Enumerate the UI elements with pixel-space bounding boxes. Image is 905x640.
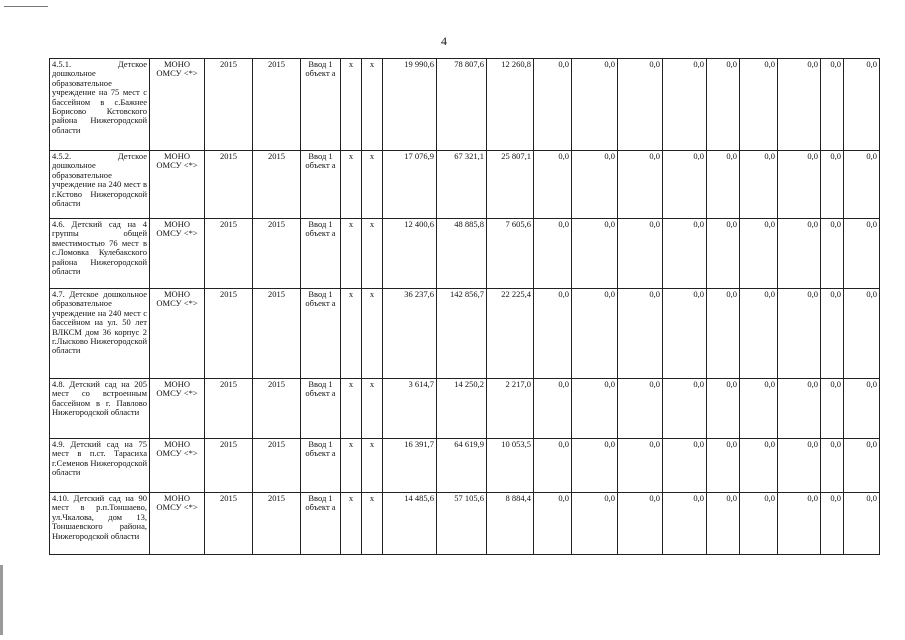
- zero-value-cell: 0,0: [572, 219, 618, 289]
- executor-cell: МОНО ОМСУ <*>: [150, 493, 205, 555]
- end-year-cell: 2015: [253, 439, 301, 493]
- value-cell: 10 053,5: [487, 439, 534, 493]
- object-name-cell: 4.9. Детский сад на 75 мест в п.ст. Тарасиха г.Семенов Нижегородской области: [50, 439, 150, 493]
- zero-value-cell: 0,0: [821, 379, 844, 439]
- zero-value-cell: 0,0: [618, 59, 663, 151]
- end-year-cell: 2015: [253, 151, 301, 219]
- x-mark-cell: х: [362, 379, 383, 439]
- end-year-cell: 2015: [253, 379, 301, 439]
- object-name-cell: 4.5.2. Детское дошкольное образовательное учреждение на 240 мест в г.Кстово Нижегородской области: [50, 151, 150, 219]
- x-mark-cell: х: [341, 219, 362, 289]
- zero-value-cell: 0,0: [618, 151, 663, 219]
- x-mark-cell: х: [362, 439, 383, 493]
- x-mark-cell: х: [362, 59, 383, 151]
- value-cell: 64 619,9: [437, 439, 487, 493]
- value-cell: 7 605,6: [487, 219, 534, 289]
- executor-cell: МОНО ОМСУ <*>: [150, 151, 205, 219]
- page-number: 4: [441, 34, 447, 48]
- zero-value-cell: 0,0: [821, 219, 844, 289]
- zero-value-cell: 0,0: [707, 493, 740, 555]
- start-year-cell: 2015: [205, 379, 253, 439]
- result-cell: Ввод 1 объект а: [301, 379, 341, 439]
- zero-value-cell: 0,0: [618, 379, 663, 439]
- table-row: [50, 219, 880, 289]
- zero-value-cell: 0,0: [534, 289, 572, 379]
- end-year-cell: 2015: [253, 219, 301, 289]
- zero-value-cell: 0,0: [618, 439, 663, 493]
- executor-cell: МОНО ОМСУ <*>: [150, 289, 205, 379]
- x-mark-cell: х: [341, 379, 362, 439]
- zero-value-cell: 0,0: [534, 493, 572, 555]
- zero-value-cell: 0,0: [572, 59, 618, 151]
- zero-value-cell: 0,0: [618, 493, 663, 555]
- zero-value-cell: 0,0: [740, 289, 778, 379]
- table-row: [50, 151, 880, 219]
- zero-value-cell: 0,0: [663, 151, 707, 219]
- zero-value-cell: 0,0: [572, 439, 618, 493]
- table-row: [50, 439, 880, 493]
- zero-value-cell: 0,0: [572, 493, 618, 555]
- zero-value-cell: 0,0: [707, 439, 740, 493]
- zero-value-cell: 0,0: [740, 493, 778, 555]
- zero-value-cell: 0,0: [844, 289, 880, 379]
- zero-value-cell: 0,0: [821, 151, 844, 219]
- value-cell: 22 225,4: [487, 289, 534, 379]
- start-year-cell: 2015: [205, 289, 253, 379]
- zero-value-cell: 0,0: [740, 379, 778, 439]
- executor-cell: МОНО ОМСУ <*>: [150, 219, 205, 289]
- zero-value-cell: 0,0: [821, 493, 844, 555]
- zero-value-cell: 0,0: [534, 439, 572, 493]
- value-cell: 8 884,4: [487, 493, 534, 555]
- x-mark-cell: х: [362, 151, 383, 219]
- table-body: [50, 59, 880, 555]
- scan-edge-mark: [0, 565, 3, 635]
- table-row: [50, 289, 880, 379]
- table-row: [50, 379, 880, 439]
- zero-value-cell: 0,0: [534, 379, 572, 439]
- zero-value-cell: 0,0: [534, 219, 572, 289]
- result-cell: Ввод 1 объект а: [301, 151, 341, 219]
- executor-cell: МОНО ОМСУ <*>: [150, 379, 205, 439]
- zero-value-cell: 0,0: [740, 151, 778, 219]
- zero-value-cell: 0,0: [821, 439, 844, 493]
- x-mark-cell: х: [341, 59, 362, 151]
- program-table: [49, 58, 880, 555]
- executor-cell: МОНО ОМСУ <*>: [150, 439, 205, 493]
- start-year-cell: 2015: [205, 151, 253, 219]
- zero-value-cell: 0,0: [778, 493, 821, 555]
- object-name-cell: 4.5.1. Детское дошкольное образовательное учреждение на 75 мест с бассейном в с.Бажнее Борисово Кстовского района Нижегородской области: [50, 59, 150, 151]
- zero-value-cell: 0,0: [707, 59, 740, 151]
- value-cell: 57 105,6: [437, 493, 487, 555]
- zero-value-cell: 0,0: [778, 151, 821, 219]
- zero-value-cell: 0,0: [778, 219, 821, 289]
- x-mark-cell: х: [362, 493, 383, 555]
- zero-value-cell: 0,0: [663, 493, 707, 555]
- zero-value-cell: 0,0: [572, 379, 618, 439]
- end-year-cell: 2015: [253, 59, 301, 151]
- value-cell: 2 217,0: [487, 379, 534, 439]
- start-year-cell: 2015: [205, 493, 253, 555]
- value-cell: 12 260,8: [487, 59, 534, 151]
- zero-value-cell: 0,0: [844, 379, 880, 439]
- end-year-cell: 2015: [253, 493, 301, 555]
- zero-value-cell: 0,0: [844, 219, 880, 289]
- value-cell: 14 250,2: [437, 379, 487, 439]
- result-cell: Ввод 1 объект а: [301, 493, 341, 555]
- start-year-cell: 2015: [205, 59, 253, 151]
- table-row: [50, 493, 880, 555]
- zero-value-cell: 0,0: [707, 219, 740, 289]
- zero-value-cell: 0,0: [778, 439, 821, 493]
- zero-value-cell: 0,0: [618, 219, 663, 289]
- x-mark-cell: х: [341, 151, 362, 219]
- zero-value-cell: 0,0: [740, 59, 778, 151]
- start-year-cell: 2015: [205, 219, 253, 289]
- value-cell: 67 321,1: [437, 151, 487, 219]
- zero-value-cell: 0,0: [844, 59, 880, 151]
- zero-value-cell: 0,0: [663, 379, 707, 439]
- value-cell: 36 237,6: [383, 289, 437, 379]
- zero-value-cell: 0,0: [821, 289, 844, 379]
- zero-value-cell: 0,0: [707, 379, 740, 439]
- value-cell: 78 807,6: [437, 59, 487, 151]
- zero-value-cell: 0,0: [778, 289, 821, 379]
- zero-value-cell: 0,0: [663, 439, 707, 493]
- zero-value-cell: 0,0: [572, 289, 618, 379]
- zero-value-cell: 0,0: [663, 289, 707, 379]
- zero-value-cell: 0,0: [844, 493, 880, 555]
- zero-value-cell: 0,0: [778, 379, 821, 439]
- result-cell: Ввод 1 объект а: [301, 439, 341, 493]
- object-name-cell: 4.6. Детский сад на 4 группы общей вместимостью 76 мест в с.Ломовка Кулебакского района Нижегородской области: [50, 219, 150, 289]
- value-cell: 14 485,6: [383, 493, 437, 555]
- executor-cell: МОНО ОМСУ <*>: [150, 59, 205, 151]
- end-year-cell: 2015: [253, 289, 301, 379]
- value-cell: 48 885,8: [437, 219, 487, 289]
- value-cell: 12 400,6: [383, 219, 437, 289]
- zero-value-cell: 0,0: [778, 59, 821, 151]
- zero-value-cell: 0,0: [572, 151, 618, 219]
- value-cell: 17 076,9: [383, 151, 437, 219]
- result-cell: Ввод 1 объект а: [301, 289, 341, 379]
- value-cell: 3 614,7: [383, 379, 437, 439]
- object-name-cell: 4.7. Детское дошкольное образовательное учреждение на 240 мест с бассейном на ул. 50 лет ВЛКСМ дом 36 корпус 2 г.Лысково Нижегородской области: [50, 289, 150, 379]
- zero-value-cell: 0,0: [707, 289, 740, 379]
- x-mark-cell: х: [362, 219, 383, 289]
- x-mark-cell: х: [341, 289, 362, 379]
- zero-value-cell: 0,0: [534, 151, 572, 219]
- zero-value-cell: 0,0: [663, 219, 707, 289]
- x-mark-cell: х: [362, 289, 383, 379]
- zero-value-cell: 0,0: [663, 59, 707, 151]
- zero-value-cell: 0,0: [534, 59, 572, 151]
- value-cell: 142 856,7: [437, 289, 487, 379]
- zero-value-cell: 0,0: [844, 151, 880, 219]
- zero-value-cell: 0,0: [740, 439, 778, 493]
- result-cell: Ввод 1 объект а: [301, 59, 341, 151]
- zero-value-cell: 0,0: [618, 289, 663, 379]
- start-year-cell: 2015: [205, 439, 253, 493]
- object-name-cell: 4.8. Детский сад на 205 мест со встроенным бассейном в г. Павлово Нижегородской области: [50, 379, 150, 439]
- zero-value-cell: 0,0: [707, 151, 740, 219]
- zero-value-cell: 0,0: [821, 59, 844, 151]
- zero-value-cell: 0,0: [740, 219, 778, 289]
- x-mark-cell: х: [341, 439, 362, 493]
- result-cell: Ввод 1 объект а: [301, 219, 341, 289]
- table-row: [50, 59, 880, 151]
- x-mark-cell: х: [341, 493, 362, 555]
- value-cell: 25 807,1: [487, 151, 534, 219]
- value-cell: 16 391,7: [383, 439, 437, 493]
- scan-top-line: [4, 6, 48, 7]
- object-name-cell: 4.10. Детский сад на 90 мест в р.п.Тоншаево, ул.Чкалова, дом 13, Тоншаевского района, Нижегородской области: [50, 493, 150, 555]
- value-cell: 19 990,6: [383, 59, 437, 151]
- zero-value-cell: 0,0: [844, 439, 880, 493]
